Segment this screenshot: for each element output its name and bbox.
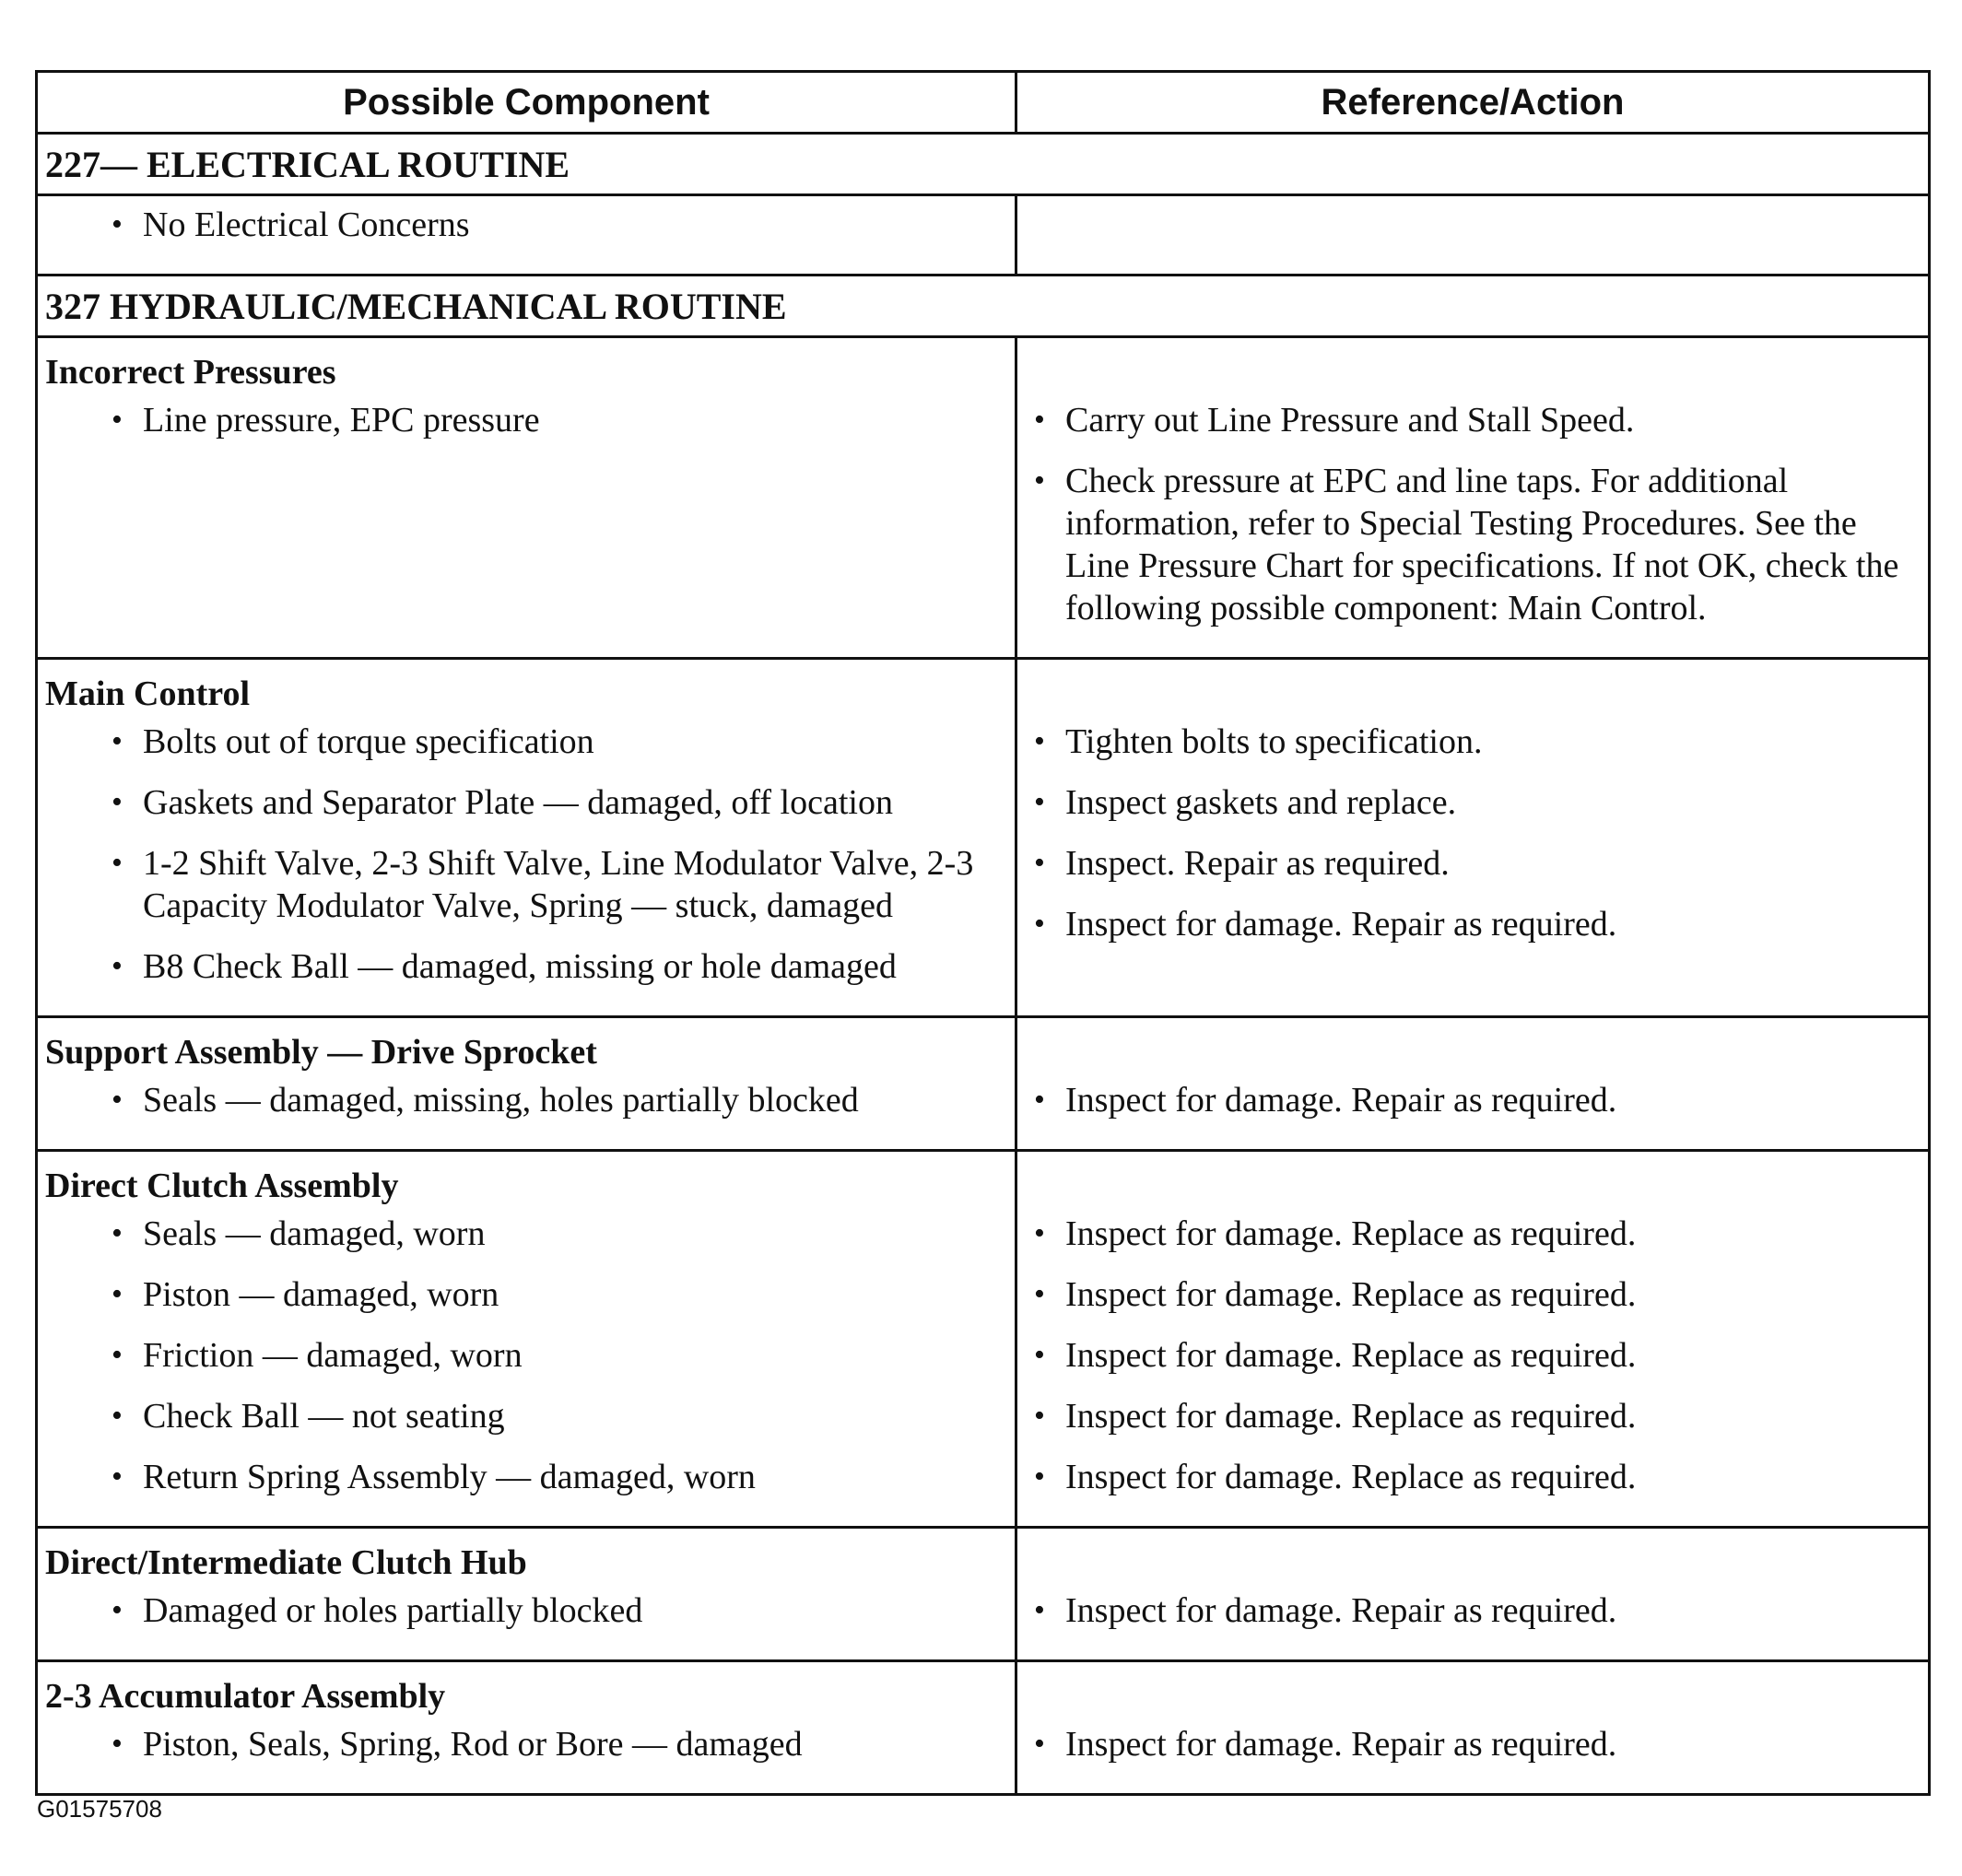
bullet-icon: • (112, 785, 123, 819)
table-body (37, 134, 1930, 1795)
action-item-text: Inspect for damage. Replace as required. (1065, 1336, 1637, 1375)
group-row (37, 1017, 1930, 1151)
component-item (45, 945, 1007, 988)
group-title-spacer (1034, 346, 1919, 399)
group-component-cell (37, 1661, 1016, 1795)
component-entry (45, 781, 1007, 824)
action-item-text: Check pressure at EPC and line taps. For additional information, refer to Special Testing Procedures. See the Line Pressure Chart for specifications. If not OK, check the following possible component: Main Control. (1065, 462, 1899, 627)
component-item-text: No Electrical Concerns (143, 205, 470, 244)
component-entry (45, 1334, 1007, 1377)
group-component-cell (37, 337, 1016, 659)
group-action-cell (1016, 1528, 1930, 1661)
component-item-text: 1-2 Shift Valve, 2-3 Shift Valve, Line Modulator Valve, 2-3 Capacity Modulator Valve, Spring — stuck, damaged (143, 844, 974, 925)
group-action-cell (1016, 1017, 1930, 1151)
empty-action (1034, 204, 1919, 257)
bullet-icon: • (1034, 1399, 1045, 1433)
bullet-icon: • (1034, 907, 1045, 941)
component-item (45, 399, 1007, 441)
action-entry (1034, 1213, 1919, 1255)
action-entry (1034, 721, 1919, 763)
component-entry (45, 1723, 1007, 1765)
header-possible-component: Possible Component (37, 72, 1016, 134)
action-entry (1034, 1079, 1919, 1121)
bullet-icon: • (112, 403, 123, 437)
component-item-text: Friction — damaged, worn (143, 1336, 523, 1375)
component-entry (45, 1589, 1007, 1632)
group-action-cell (1016, 195, 1930, 276)
bullet-icon: • (1034, 1083, 1045, 1117)
group-row (37, 337, 1930, 659)
action-entry (1034, 1334, 1919, 1377)
bullet-icon: • (1034, 724, 1045, 758)
component-item-text: Piston, Seals, Spring, Rod or Bore — damaged (143, 1725, 803, 1764)
bullet-icon: • (112, 207, 123, 241)
component-item (45, 1395, 1007, 1437)
component-item (45, 1334, 1007, 1377)
group-title-spacer (1034, 1670, 1919, 1723)
action-item (1034, 1395, 1919, 1437)
action-item-text: Inspect for damage. Replace as required. (1065, 1397, 1637, 1436)
action-item-text: Inspect gaskets and replace. (1065, 783, 1457, 822)
action-item (1034, 1213, 1919, 1255)
component-item-text: Gaskets and Separator Plate — damaged, off location (143, 783, 893, 822)
action-entry (1034, 842, 1919, 885)
component-entry (45, 1273, 1007, 1316)
group-title: Direct Clutch Assembly (45, 1167, 399, 1205)
action-item (1034, 399, 1919, 441)
component-item (45, 1213, 1007, 1255)
bullet-icon: • (1034, 1460, 1045, 1494)
component-item-text: Check Ball — not seating (143, 1397, 505, 1436)
group-title: 2-3 Accumulator Assembly (45, 1677, 446, 1716)
group-action-cell (1016, 1661, 1930, 1795)
group-row (37, 195, 1930, 276)
action-item-text: Inspect for damage. Replace as required. (1065, 1458, 1637, 1496)
group-title: Main Control (45, 674, 251, 713)
action-entry (1034, 781, 1919, 824)
component-item-text: Piston — damaged, worn (143, 1275, 499, 1314)
action-item (1034, 1079, 1919, 1121)
component-item-text: Seals — damaged, missing, holes partially blocked (143, 1081, 859, 1120)
group-action-cell (1016, 337, 1930, 659)
action-item-text: Carry out Line Pressure and Stall Speed. (1065, 401, 1635, 440)
group-title-spacer (1034, 1026, 1919, 1079)
action-item-text: Inspect for damage. Repair as required. (1065, 905, 1617, 944)
bullet-icon: • (1034, 785, 1045, 819)
bullet-icon: • (112, 1338, 123, 1372)
group-title-spacer (1034, 1159, 1919, 1213)
group-row (37, 1661, 1930, 1795)
action-item (1034, 903, 1919, 945)
action-item (1034, 781, 1919, 824)
action-entry (1034, 399, 1919, 629)
section-row (37, 276, 1930, 337)
bullet-icon: • (112, 1277, 123, 1311)
action-item-text: Tighten bolts to specification. (1065, 722, 1483, 761)
action-entry (1034, 903, 1919, 945)
group-title-spacer (1034, 667, 1919, 721)
group-title: Support Assembly — Drive Sprocket (45, 1033, 597, 1072)
bullet-icon: • (1034, 1277, 1045, 1311)
group-component-cell (37, 195, 1016, 276)
bullet-icon: • (1034, 463, 1045, 498)
component-entry (45, 1456, 1007, 1498)
bullet-icon: • (112, 1593, 123, 1627)
action-item-text: Inspect for damage. Repair as required. (1065, 1591, 1617, 1630)
component-item-text: Damaged or holes partially blocked (143, 1591, 643, 1630)
component-item (45, 1723, 1007, 1765)
bullet-icon: • (1034, 1216, 1045, 1250)
component-entry (45, 399, 1007, 441)
section-title: 327 HYDRAULIC/MECHANICAL ROUTINE (37, 276, 1930, 337)
section-title: 227— ELECTRICAL ROUTINE (37, 134, 1930, 195)
group-row (37, 1528, 1930, 1661)
component-item (45, 1589, 1007, 1632)
group-component-cell (37, 1017, 1016, 1151)
group-component-cell (37, 659, 1016, 1017)
action-entry (1034, 1395, 1919, 1437)
group-component-cell (37, 1151, 1016, 1528)
action-item (1034, 721, 1919, 763)
component-item-text: Return Spring Assembly — damaged, worn (143, 1458, 756, 1496)
action-item (1034, 1273, 1919, 1316)
component-entry (45, 1213, 1007, 1255)
bullet-icon: • (1034, 403, 1045, 437)
component-item-text: Seals — damaged, worn (143, 1214, 486, 1253)
component-entry (45, 842, 1007, 927)
group-row (37, 659, 1930, 1017)
bullet-icon: • (1034, 846, 1045, 880)
component-entry (45, 1395, 1007, 1437)
component-item (45, 842, 1007, 927)
component-item (45, 1273, 1007, 1316)
bullet-icon: • (112, 846, 123, 880)
section-row (37, 134, 1930, 195)
action-item (1034, 1334, 1919, 1377)
bullet-icon: • (112, 724, 123, 758)
action-item-text: Inspect. Repair as required. (1065, 844, 1450, 883)
action-item (1034, 1456, 1919, 1498)
action-item-text: Inspect for damage. Repair as required. (1065, 1725, 1617, 1764)
action-item-text: Inspect for damage. Replace as required. (1065, 1214, 1637, 1253)
component-entry (45, 721, 1007, 763)
header-row (37, 72, 1930, 134)
bullet-icon: • (1034, 1727, 1045, 1761)
component-item (45, 1079, 1007, 1121)
bullet-icon: • (112, 949, 123, 983)
bullet-icon: • (112, 1727, 123, 1761)
action-item-text: Inspect for damage. Replace as required. (1065, 1275, 1637, 1314)
component-item-text: Line pressure, EPC pressure (143, 401, 540, 440)
component-item-text: Bolts out of torque specification (143, 722, 594, 761)
group-title: Direct/Intermediate Clutch Hub (45, 1543, 527, 1582)
action-entry (1034, 1723, 1919, 1765)
header-reference-action: Reference/Action (1016, 72, 1930, 134)
component-entry (45, 1079, 1007, 1121)
component-entry (45, 945, 1007, 988)
bullet-icon: • (112, 1460, 123, 1494)
figure-id: G01575708 (37, 1795, 162, 1823)
bullet-icon: • (112, 1083, 123, 1117)
component-entry (45, 204, 1007, 246)
group-row (37, 1151, 1930, 1528)
component-item (45, 1456, 1007, 1498)
group-component-cell (37, 1528, 1016, 1661)
action-item (1034, 1723, 1919, 1765)
component-item (45, 721, 1007, 763)
action-item-text: Inspect for damage. Repair as required. (1065, 1081, 1617, 1120)
action-item (1034, 460, 1919, 629)
component-item-text: B8 Check Ball — damaged, missing or hole damaged (143, 947, 897, 986)
bullet-icon: • (112, 1399, 123, 1433)
action-entry (1034, 204, 1919, 257)
group-action-cell (1016, 1151, 1930, 1528)
bullet-icon: • (1034, 1593, 1045, 1627)
bullet-icon: • (112, 1216, 123, 1250)
action-entry (1034, 1273, 1919, 1316)
group-title-spacer (1034, 1536, 1919, 1589)
group-title: Incorrect Pressures (45, 353, 336, 392)
group-action-cell (1016, 659, 1930, 1017)
component-item (45, 781, 1007, 824)
action-item (1034, 842, 1919, 885)
action-entry (1034, 1589, 1919, 1632)
diagnosis-table (35, 70, 1931, 1796)
bullet-icon: • (1034, 1338, 1045, 1372)
action-item (1034, 1589, 1919, 1632)
component-item (45, 204, 1007, 246)
action-entry (1034, 1456, 1919, 1498)
